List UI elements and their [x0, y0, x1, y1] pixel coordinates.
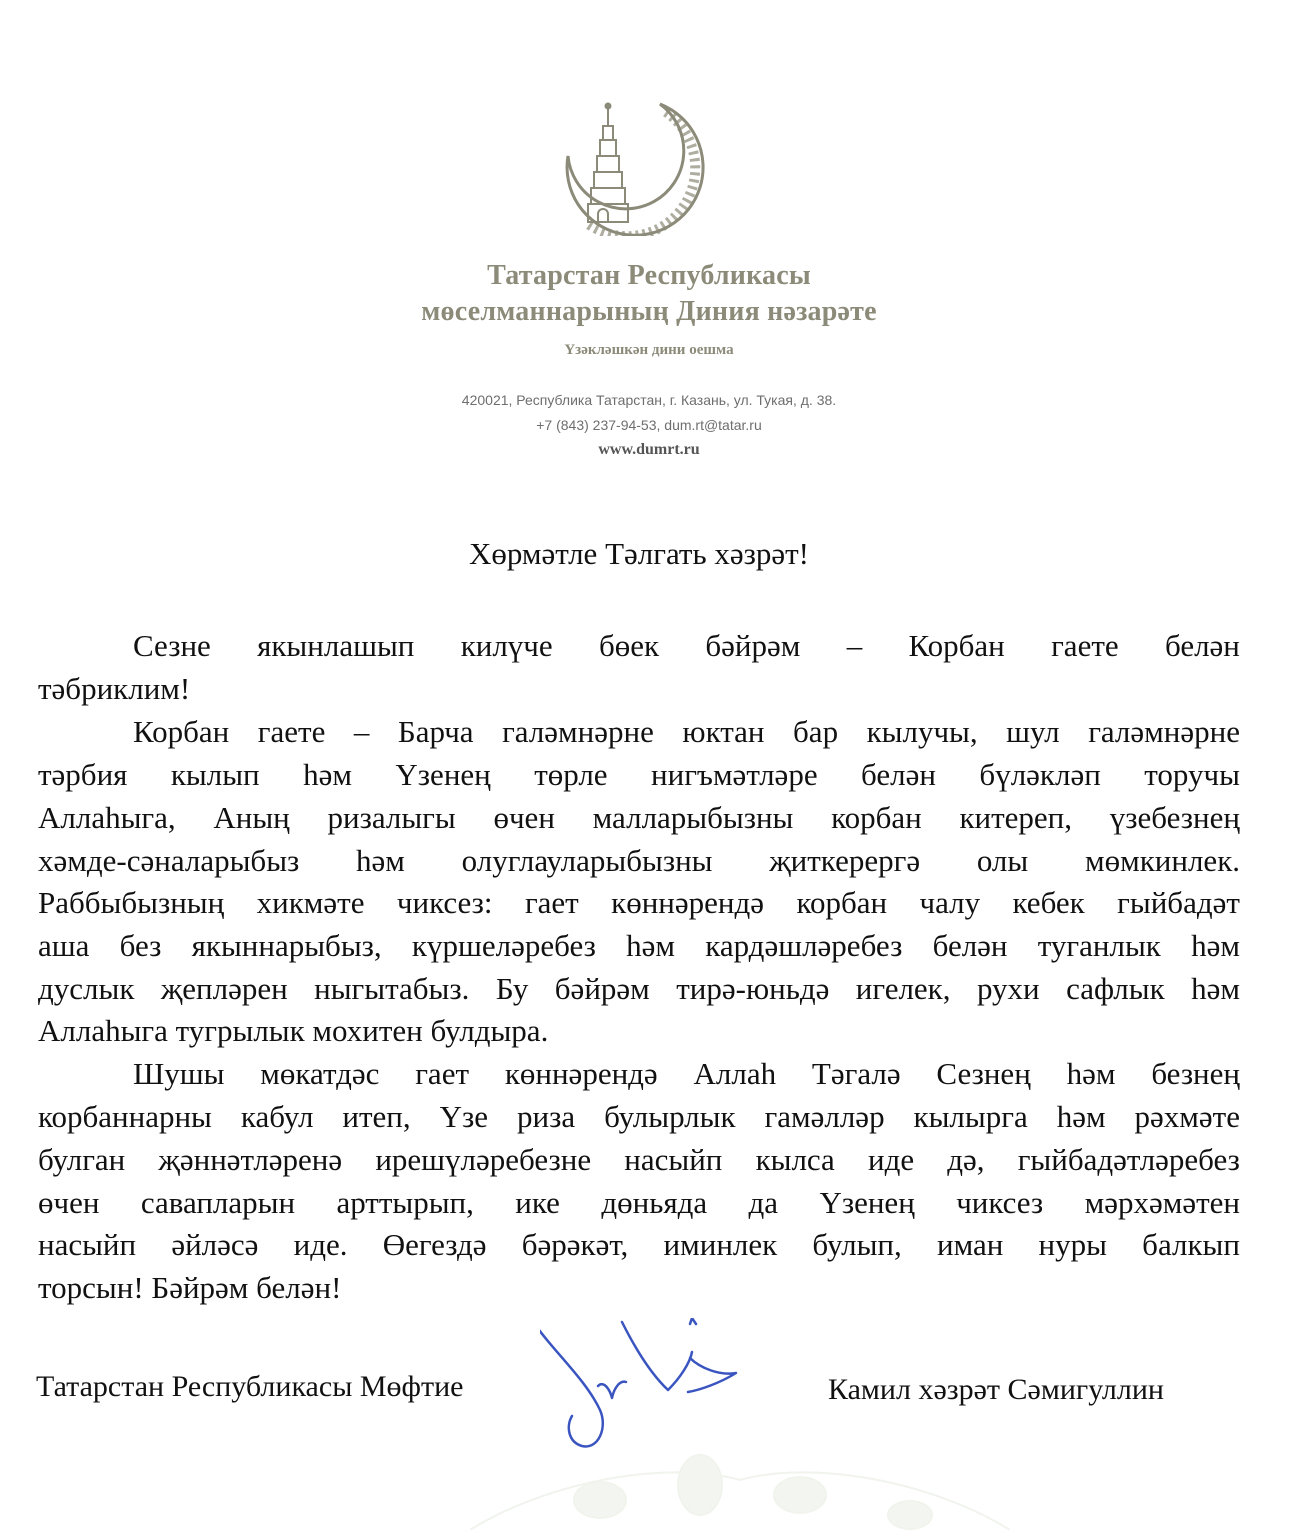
word: һәм [626, 928, 675, 963]
word: гамәлләр [764, 1099, 885, 1134]
word: риза [516, 1099, 576, 1134]
word: рәхмәте [1134, 1099, 1240, 1134]
word: Үзенең [395, 757, 491, 792]
word: Сезнең [936, 1056, 1031, 1091]
word: корбан [831, 800, 922, 835]
word: ныгытабыз. [314, 971, 470, 1006]
body-line [38, 1185, 1240, 1223]
word: Бу [495, 971, 529, 1006]
word: Шушы [133, 1056, 225, 1091]
word: тәрбия [38, 757, 128, 792]
word: көннәрендә [504, 1056, 658, 1091]
word: көннәрендә [611, 885, 765, 920]
word: Корбан [908, 628, 1005, 663]
word: мөкатдәс [260, 1056, 380, 1091]
word: корбаннарны [38, 1099, 212, 1134]
handwritten-signature-icon [540, 1318, 760, 1453]
word: безнең [1151, 1056, 1240, 1091]
word: насыйп [38, 1227, 137, 1262]
organization-name-line2: мөселманнарының Диния нәзарәте [421, 296, 877, 327]
word: хикмәте [256, 885, 365, 920]
body-line [133, 714, 1240, 752]
organization-name-line1: Татарстан Республикасы [487, 260, 811, 291]
word: арттырып, [336, 1185, 474, 1220]
word: галәмнәрне [502, 714, 654, 749]
word: белән [932, 928, 1008, 963]
word: якынлашып [257, 628, 415, 663]
signatory-title: Татарстан Республикасы Мөфтие [36, 1370, 464, 1403]
organization-type: Үзәкләшкән дини оешма [564, 342, 734, 358]
word: һәм [1066, 1056, 1116, 1091]
word: гыйбадәтләребез [1017, 1142, 1240, 1177]
word: күршеләребез [411, 928, 596, 963]
word: гаете [1051, 628, 1119, 663]
word: насыйп [624, 1142, 723, 1177]
word: якыннарыбыз, [191, 928, 382, 963]
word: Аллаһыга, [38, 800, 176, 835]
body-line [38, 971, 1240, 1009]
word: ике [515, 1185, 560, 1220]
word: булырлык [604, 1099, 736, 1134]
word: – [846, 628, 863, 663]
word: дөньяда [601, 1185, 708, 1220]
body-line [38, 928, 1240, 966]
word: бүләкләп [979, 757, 1101, 792]
word: кабул [240, 1099, 314, 1134]
word: белән [861, 757, 936, 792]
floral-ornament-icon [470, 1440, 1010, 1530]
word: савапларын [140, 1185, 296, 1220]
word: сафлык [1066, 971, 1165, 1006]
body-line [38, 757, 1240, 795]
body-line [133, 628, 1240, 666]
word: мәрхәмәтен [1084, 1185, 1240, 1220]
body-line [133, 1056, 1240, 1094]
word: нигъмәтләре [651, 757, 818, 792]
body-line [38, 843, 1240, 881]
body-line [38, 800, 1240, 838]
word: гает [524, 885, 579, 920]
word: аша [38, 928, 90, 963]
word: һәм [1191, 928, 1240, 963]
postal-address: 420021, Республика Татарстан, г. Казань, ул. Тукая, д. 38. [461, 392, 837, 408]
word: итеп, [342, 1099, 411, 1134]
body-line [38, 885, 1240, 923]
word: җиткерергә [769, 843, 921, 878]
word: бар [793, 714, 839, 749]
word: иман [936, 1227, 1004, 1262]
body-line: тәбриклим! [38, 671, 191, 706]
word: булган [38, 1142, 126, 1177]
word: иминлек [663, 1227, 778, 1262]
word: бәйрәм [554, 971, 650, 1006]
word: Раббыбызның [38, 885, 225, 920]
word: ирешүләребезне [375, 1142, 592, 1177]
word: кылучы, [866, 714, 978, 749]
word: җәннәтләренә [158, 1142, 343, 1177]
word: кылып [170, 757, 260, 792]
word: кылса [755, 1142, 835, 1177]
body-line: Аллаһыга тугрылык мохитен булдыра. [38, 1013, 549, 1048]
word: чалу [919, 885, 981, 920]
word: рухи [976, 971, 1040, 1006]
word: иде. [293, 1227, 348, 1262]
body-line: торсын! Бәйрәм белән! [38, 1270, 342, 1305]
word: хәмде-сәналарыбыз [38, 843, 300, 878]
word: гаете [257, 714, 326, 749]
word: балкып [1142, 1227, 1240, 1262]
word: Өегездә [382, 1227, 487, 1262]
word: малларыбызны [592, 800, 794, 835]
body-line [38, 1227, 1240, 1265]
word: торучы [1144, 757, 1240, 792]
word: чиксез: [396, 885, 493, 920]
word: тирә-юньдә [676, 971, 830, 1006]
word: мөмкинлек. [1084, 843, 1240, 878]
word: һәм [303, 757, 352, 792]
word: чиксез [956, 1185, 1044, 1220]
word: кардәшләребез [705, 928, 903, 963]
body-line [38, 1099, 1240, 1137]
word: кылырга [913, 1099, 1028, 1134]
word: корбан [796, 885, 888, 920]
word: Сезне [133, 628, 211, 663]
word: гает [415, 1056, 469, 1091]
word: шул [1006, 714, 1060, 749]
word: дә, [947, 1142, 985, 1177]
word: китереп, [959, 800, 1073, 835]
word: булып, [812, 1227, 902, 1262]
word: җепләрен [160, 971, 288, 1006]
body-line [38, 1142, 1240, 1180]
word: да [748, 1185, 779, 1220]
word: Тәгалә [811, 1056, 901, 1091]
crescent-minaret-logo-icon [548, 96, 718, 236]
word: әйләсә [171, 1227, 259, 1262]
word: өчен [493, 800, 555, 835]
signatory-name: Камил хәзрәт Сәмигуллин [828, 1373, 1164, 1406]
word: төрле [534, 757, 608, 792]
word: олы [976, 843, 1029, 878]
word: Аның [213, 800, 290, 835]
word: Үзе [439, 1099, 489, 1134]
word: бәрәкәт, [521, 1227, 629, 1262]
word: галәмнәрне [1088, 714, 1240, 749]
word: дуслык [38, 971, 135, 1006]
word: Үзенең [819, 1185, 915, 1220]
word: без [119, 928, 162, 963]
word: туганлык [1037, 928, 1161, 963]
word: иде [867, 1142, 915, 1177]
word: ризалыгы [327, 800, 456, 835]
word: һәм [1191, 971, 1240, 1006]
word: бөек [598, 628, 660, 663]
letter-greeting: Хөрмәтле Тәлгать хәзрәт! [469, 536, 809, 571]
word: олуглауларыбызны [461, 843, 713, 878]
website-link[interactable]: www.dumrt.ru [598, 441, 700, 458]
word: Аллаһ [693, 1056, 777, 1091]
contact-info: +7 (843) 237-94-53, dum.rt@tatar.ru [536, 417, 762, 433]
word: нуры [1038, 1227, 1107, 1262]
word: бәйрәм [705, 628, 801, 663]
word: гыйбадәт [1117, 885, 1240, 920]
word: – [353, 714, 370, 749]
word: Барча [397, 714, 474, 749]
word: игелек, [855, 971, 951, 1006]
word: һәм [356, 843, 405, 878]
word: һәм [1056, 1099, 1106, 1134]
word: өчен [38, 1185, 100, 1220]
word: килүче [460, 628, 553, 663]
word: юктан [682, 714, 765, 749]
word: үзебезнең [1109, 800, 1240, 835]
word: белән [1164, 628, 1240, 663]
word: кебек [1012, 885, 1085, 920]
word: Корбан [133, 714, 230, 749]
